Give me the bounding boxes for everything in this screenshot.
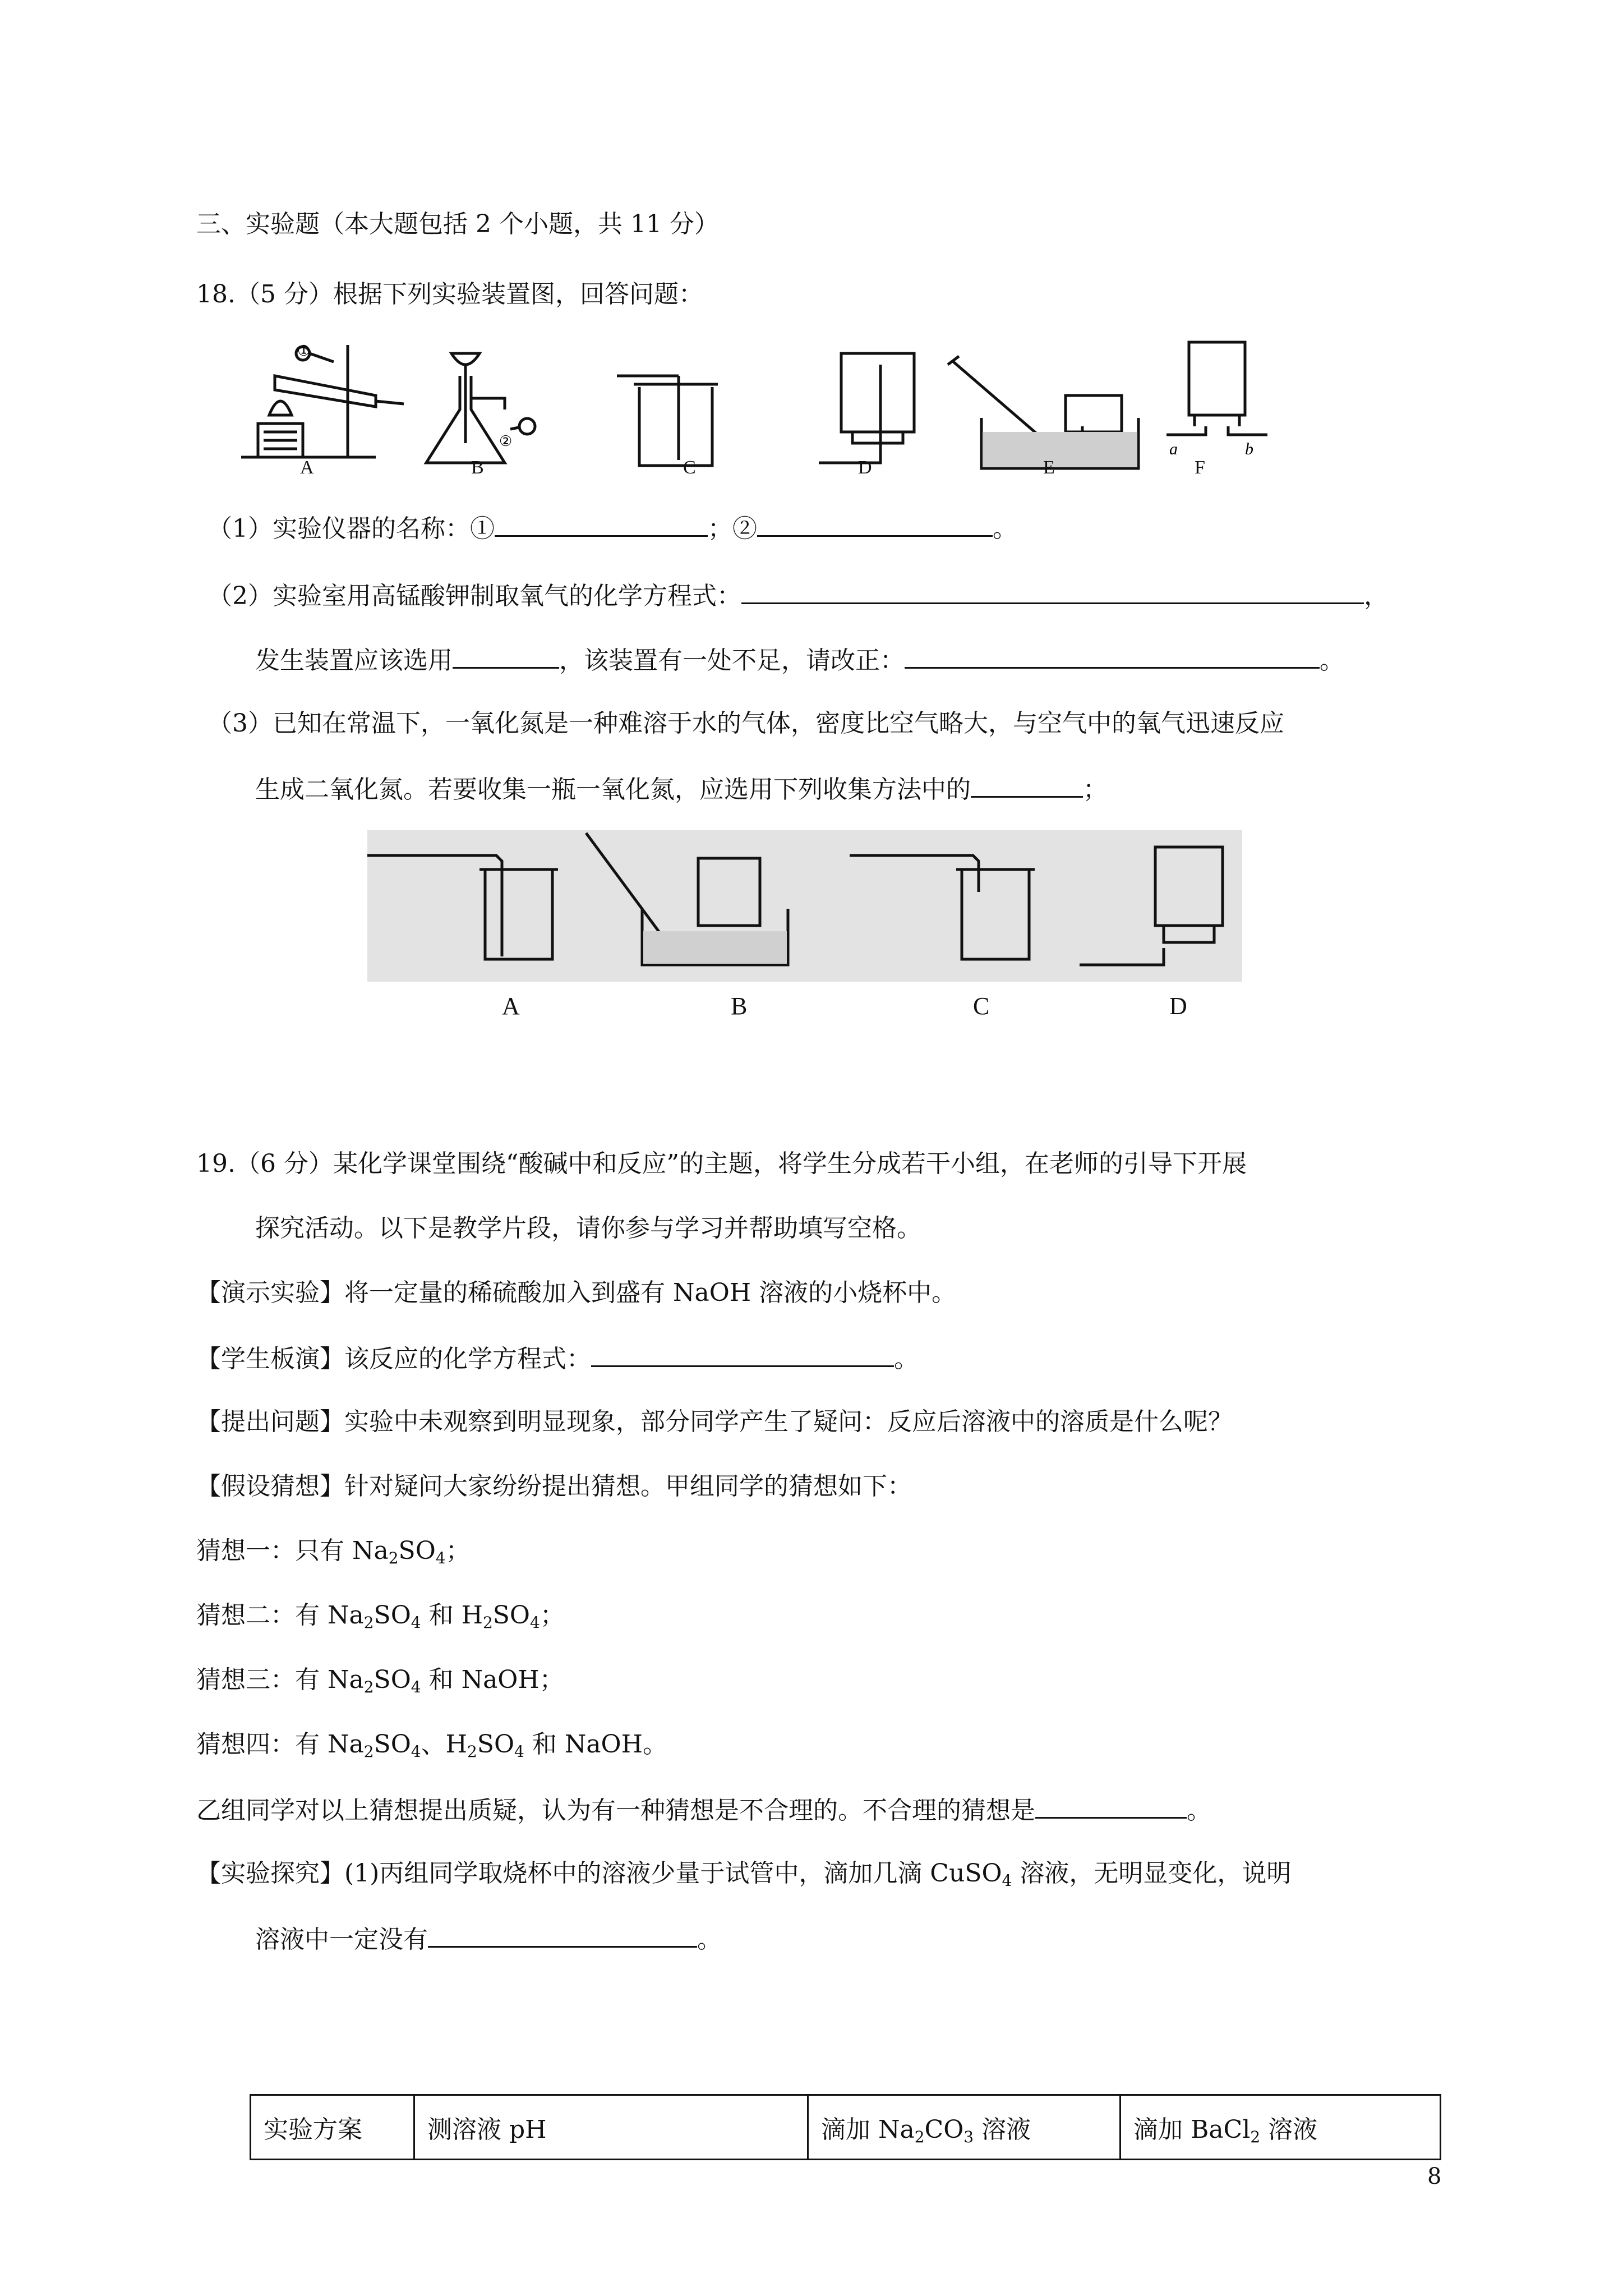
guess-3: 猜想三：有 $Na_2SO_4$ 和 NaOH；	[196, 1665, 564, 1696]
table-cell-plan: 实验方案	[251, 2095, 414, 2160]
experiment-table	[250, 2094, 1441, 2160]
blank-neutralization-equation[interactable]	[591, 1341, 894, 1367]
apparatus-label-d: D	[858, 457, 872, 478]
collect-label-a: A	[502, 992, 520, 1020]
apparatus-label-c: C	[683, 457, 696, 478]
q18-part3-line1: （3）已知在常温下，一氧化氮是一种难溶于水的气体，密度比空气略大，与空气中的氧气迅速反应	[208, 709, 1284, 738]
apparatus-label-a: A	[300, 457, 314, 478]
marker-1: ①	[297, 343, 311, 359]
blank-collection-method[interactable]	[971, 771, 1083, 798]
q19-question: 【提出问题】实验中未观察到明显现象，部分同学产生了疑问：反应后溶液中的溶质是什么呢？	[196, 1407, 1233, 1436]
collect-label-c: C	[973, 992, 990, 1020]
q19-explore-line2: 溶液中一定没有 。	[255, 1921, 722, 1957]
guess-1: 猜想一：只有 $Na_2SO_4$；	[196, 1536, 471, 1567]
blank-generator[interactable]	[453, 642, 559, 669]
section-title: 三、实验题（本大题包括 2 个小题，共 11 分）	[196, 210, 719, 238]
q19-yi-group: 乙组同学对以上猜想提出质疑，认为有一种猜想是不合理的。不合理的猜想是 。	[196, 1792, 1211, 1828]
collection-methods-figure	[367, 830, 1242, 982]
q18-part2-line1: （2）实验室用高锰酸钾制取氧气的化学方程式： ，	[208, 578, 1389, 613]
blank-instrument-1[interactable]	[495, 510, 708, 537]
table-cell-bacl2: 滴加 BaCl$_2$ 溶液	[1121, 2095, 1441, 2160]
port-a: a	[1169, 440, 1178, 458]
q18-title: 18.（5 分）根据下列实验装置图，回答问题：	[196, 280, 703, 309]
q19-title-line1: 19.（6 分）某化学课堂围绕“酸碱中和反应”的主题，将学生分成若干小组，在老师的引导下开展	[196, 1149, 1247, 1178]
table-row	[251, 2095, 1441, 2160]
collect-label-b: B	[731, 992, 748, 1020]
q19-board: 【学生板演】该反应的化学方程式： 。	[196, 1341, 919, 1376]
q19-demo: 【演示实验】将一定量的稀硫酸加入到盛有 NaOH 溶液的小烧杯中。	[196, 1278, 957, 1307]
port-b: b	[1245, 440, 1253, 458]
guess-4: 猜想四：有 $Na_2SO_4$、$H_2SO_4$ 和 NaOH。	[196, 1730, 667, 1761]
blank-unreasonable-guess[interactable]	[1035, 1792, 1187, 1819]
guess-2: 猜想二：有 $Na_2SO_4$ 和 $H_2SO_4$；	[196, 1601, 565, 1632]
q19-explore-line1: 【实验探究】(1)丙组同学取烧杯中的溶液少量于试管中，滴加几滴 CuSO$_4$ 溶液，无明显变化，说明	[196, 1859, 1292, 1890]
q19-title-line2: 探究活动。以下是教学片段，请你参与学习并帮助填写空格。	[255, 1214, 921, 1243]
apparatus-figure	[236, 331, 1273, 488]
q18-part2-line2: 发生装置应该选用 ，该装置有一处不足，请改正： 。	[255, 642, 1344, 678]
apparatus-label-e: E	[1043, 457, 1055, 478]
q18-part3-line2: 生成二氧化氮。若要收集一瓶一氧化氮，应选用下列收集方法中的 ；	[255, 771, 1108, 807]
table-cell-na2co3: 滴加 $Na_2CO_3$ 溶液	[808, 2095, 1121, 2160]
marker-2: ②	[499, 433, 513, 449]
blank-correction[interactable]	[905, 642, 1320, 669]
apparatus-label-f: F	[1195, 457, 1205, 478]
collect-label-d: D	[1169, 992, 1187, 1020]
blank-instrument-2[interactable]	[757, 510, 993, 537]
q18-part1: （1）实验仪器的名称：① ；② 。	[208, 510, 1017, 546]
blank-kmno4-equation[interactable]	[741, 578, 1364, 604]
table-cell-ph: 测溶液 pH	[414, 2095, 808, 2160]
page-number: 8	[1427, 2164, 1442, 2189]
blank-absent-substance[interactable]	[428, 1921, 697, 1948]
apparatus-label-b: B	[471, 457, 484, 478]
q19-hypothesis: 【假设猜想】针对疑问大家纷纷提出猜想。甲组同学的猜想如下：	[196, 1472, 912, 1501]
